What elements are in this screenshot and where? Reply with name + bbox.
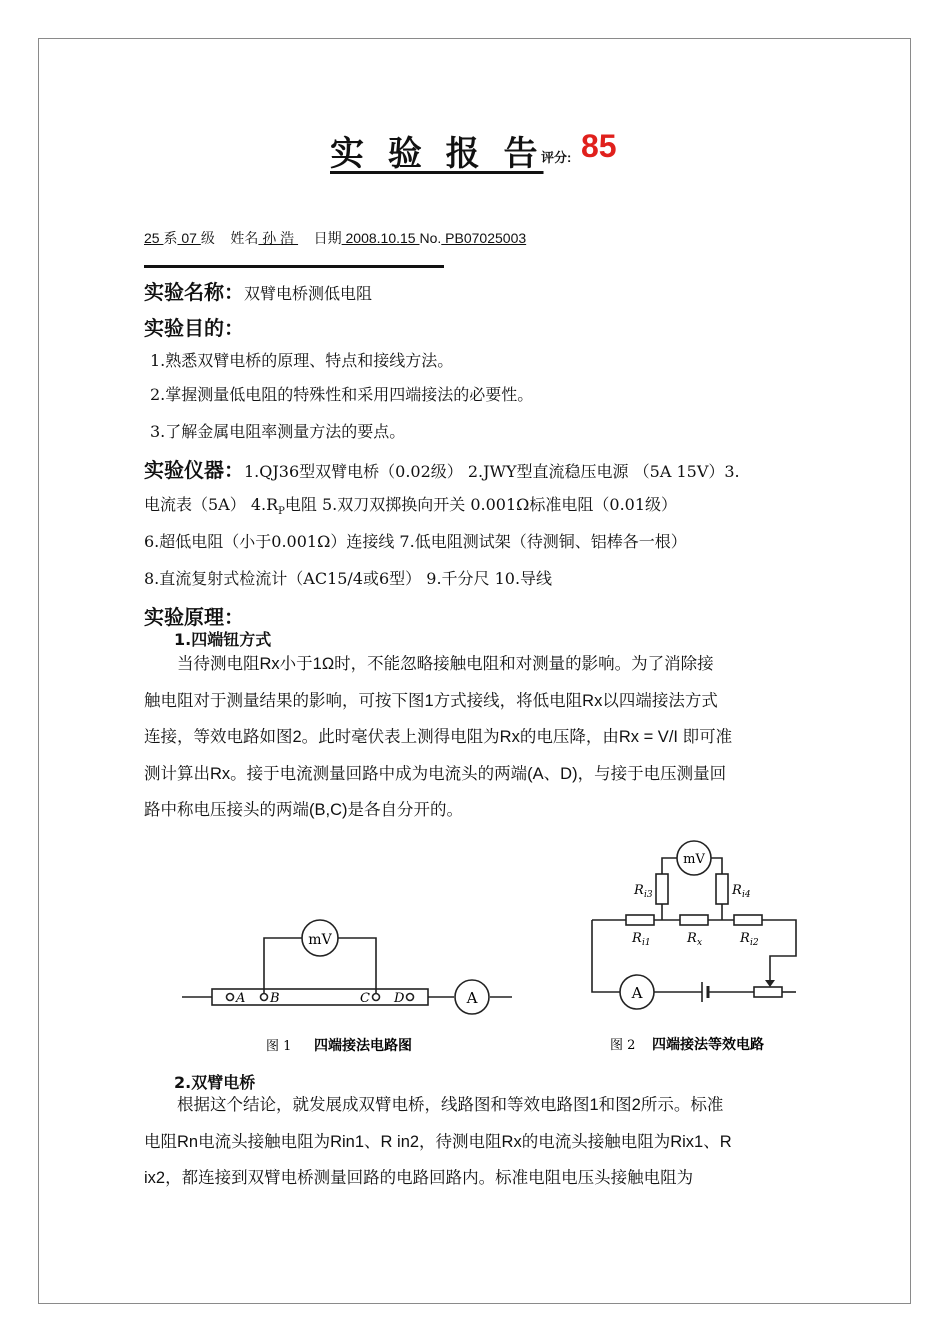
section1-line: 触电阻对于测量结果的影响，可按下图1方式接线，将低电阻Rx以四端接法方式	[144, 691, 718, 710]
label-i2: i2	[750, 938, 759, 948]
label-i4: i4	[742, 890, 751, 900]
figure-2-caption: 四端接法等效电路	[652, 1037, 764, 1053]
label-r-i3: R	[634, 883, 644, 898]
mv-label: mV	[683, 852, 705, 867]
experiment-name-label: 实验名称：	[144, 280, 244, 304]
grade-value: 07	[177, 230, 201, 246]
instruments-text-1: 1.QJ36型双臂电桥（0.02级） 2.JWY型直流稳压电源 （5A 15V）3.	[244, 462, 740, 481]
terminal-d	[407, 994, 414, 1001]
date-value: 2008.10.15	[341, 230, 420, 246]
label-a: A	[236, 991, 246, 1006]
meta-line	[144, 228, 526, 248]
section2-paragraph	[144, 1087, 808, 1197]
instruments-line-3: 6.超低电阻（小于0.001Ω）连接线 7.低电阻测试架（待测铜、铝棒各一根）	[144, 532, 687, 551]
instruments-heading: 实验仪器：	[144, 458, 244, 482]
resistor-ri4	[716, 874, 728, 904]
label-b: B	[270, 991, 280, 1006]
wire-left-down	[592, 920, 620, 992]
figure-1-number: 图 1	[266, 1039, 292, 1054]
label-i3: i3	[644, 890, 653, 900]
no-value: PB07025003	[441, 230, 527, 246]
no-label: No.	[419, 230, 442, 246]
resistor-rx	[680, 915, 708, 925]
resistor-ri3	[656, 874, 668, 904]
section1-line: 测计算出Rx。接于电流测量回路中成为电流头的两端(A、D)，与接于电压测量回	[144, 764, 727, 783]
section1-line: 路中称电压接头的两端(B,C)是各自分开的。	[144, 801, 463, 819]
terminal-a	[227, 994, 234, 1001]
figure-2-diagram	[584, 830, 814, 1065]
purpose-heading: 实验目的：	[144, 316, 244, 340]
ammeter-label: A	[466, 989, 478, 1007]
section2-title: 2.双臂电桥	[174, 1073, 256, 1092]
grade-suffix: 级	[200, 230, 215, 246]
section1-line: 当待测电阻Rx小于1Ω时，不能忽略接触电阻和对测量的影响。为了消除接	[144, 655, 714, 673]
wire-mv-right	[711, 858, 722, 874]
purpose-item-2: 2.掌握测量低电阻的特殊性和采用四端接法的必要性。	[150, 385, 534, 404]
section2-line: 电阻Rn电流头接触电阻为Rin1、R in2，待测电阻Rx的电流头接触电阻为Rix1、R	[144, 1132, 732, 1151]
figure-1-diagram	[178, 905, 518, 1065]
wire-mv-left	[662, 858, 677, 874]
label-i1: i1	[642, 938, 651, 948]
experiment-name	[144, 276, 372, 305]
name-label: 姓名	[230, 230, 259, 246]
wire-mv-to-c	[338, 938, 376, 993]
label-r-i1: R	[632, 931, 642, 946]
section2-line: 根据这个结论，就发展成双臂电桥，线路图和等效电路图1和图2所示。标准	[144, 1096, 724, 1114]
ammeter-label: A	[631, 984, 643, 1002]
wire-b-to-mv	[264, 938, 302, 993]
section2-line: ix2，都连接到双臂电桥测量回路的电路回路内。标准电阻电压头接触电阻为	[144, 1169, 694, 1187]
score-value: 85	[581, 128, 617, 164]
instruments-text-2b: 电阻 5.双刀双掷换向开关 0.001Ω标准电阻（0.01级）	[284, 495, 678, 514]
dept-suffix: 系	[163, 230, 178, 246]
name-value: 孙 浩	[258, 230, 299, 246]
date-label: 日期	[313, 230, 342, 246]
mv-label: mV	[308, 932, 332, 948]
instruments-text-2a: 电流表（5A） 4.R	[144, 495, 279, 514]
principle-heading: 实验原理：	[144, 605, 244, 629]
score-label: 评分:	[541, 150, 572, 165]
terminal-c	[373, 994, 380, 1001]
divider	[144, 265, 444, 268]
wire-right-down	[762, 920, 796, 980]
resistor-ri1	[626, 915, 654, 925]
instruments-line-1	[144, 454, 740, 483]
purpose-item-3: 3.了解金属电阻率测量方法的要点。	[150, 422, 406, 441]
label-c: C	[360, 991, 370, 1006]
dept-value: 25	[144, 230, 164, 246]
section1-title: 1.四端钮方式	[174, 630, 272, 649]
label-d: D	[394, 991, 405, 1006]
section1-paragraph	[144, 646, 808, 829]
label-r-i4: R	[732, 883, 742, 898]
terminal-b	[261, 994, 268, 1001]
instruments-line-4: 8.直流复射式检流计（AC15/4或6型） 9.千分尺 10.导线	[144, 569, 553, 588]
page-title: 实 验 报 告	[330, 134, 544, 174]
instruments-line-2	[144, 492, 677, 517]
figure-2-number: 图 2	[610, 1038, 636, 1053]
label-x: x	[697, 938, 703, 948]
resistor-ri2	[734, 915, 762, 925]
section1-line: 连接，等效电路如图2。此时毫伏表上测得电阻为Rx的电压降，由Rx = V/I 即可准	[144, 728, 733, 746]
figure-1-caption: 四端接法电路图	[314, 1038, 412, 1054]
label-r-i2: R	[740, 931, 750, 946]
rheostat-slider-arrow	[765, 980, 775, 987]
experiment-name-value: 双臂电桥测低电阻	[244, 284, 373, 303]
label-r-x: R	[687, 931, 697, 946]
rheostat	[754, 987, 782, 997]
purpose-item-1: 1.熟悉双臂电桥的原理、特点和接线方法。	[150, 351, 454, 370]
instruments-text-2-sub: P	[278, 506, 285, 518]
